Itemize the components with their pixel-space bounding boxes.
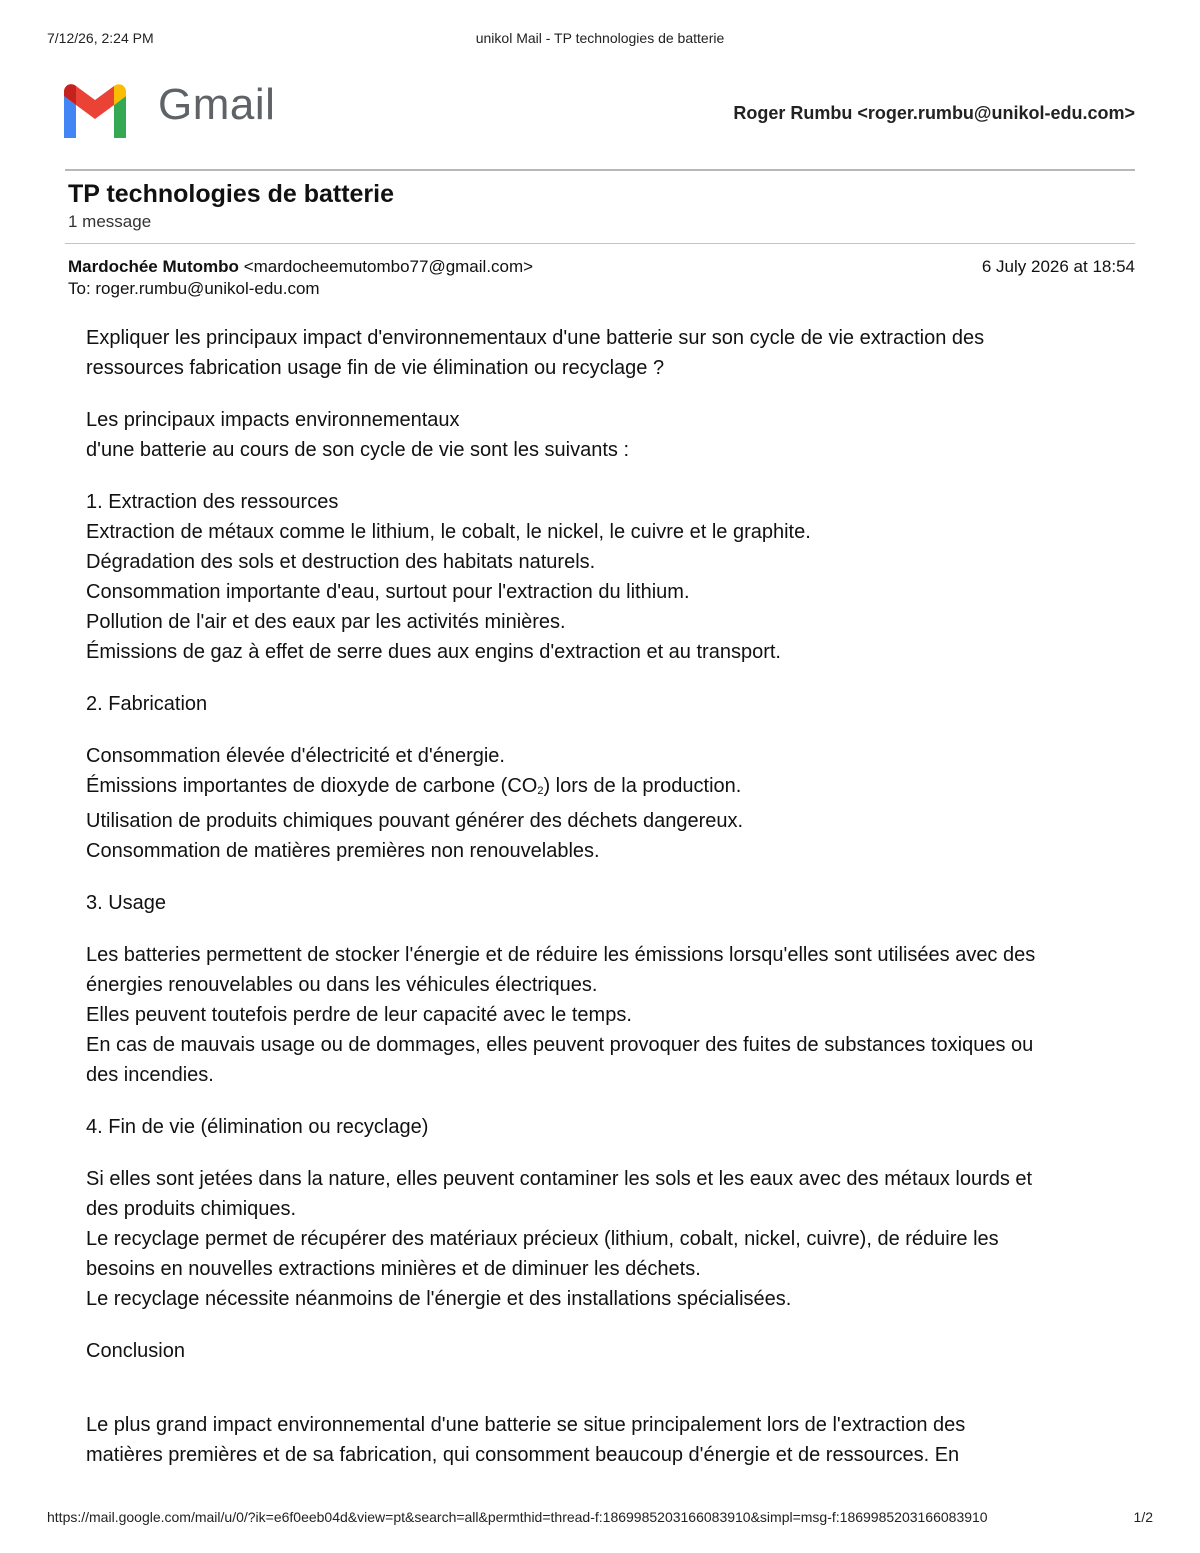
body-line: Consommation de matières premières non renouvelables. (86, 840, 600, 862)
body-line: Consommation importante d'eau, surtout pour l'extraction du lithium. (86, 581, 690, 603)
question-line: Expliquer les principaux impact d'environnementaux d'une batterie sur son cycle de vie extraction des (86, 327, 985, 349)
section-heading-conclusion: Conclusion (86, 1340, 185, 1362)
body-line: matières premières et de sa fabrication, qui consomment beaucoup d'énergie et de ressources. En (86, 1444, 960, 1466)
brand-row (60, 78, 1135, 148)
message-date: 6 July 2026 at 18:54 (981, 257, 1135, 276)
body-line: Les batteries permettent de stocker l'énergie et de réduire les émissions lorsqu'elles sont utilisées avec des (86, 944, 1036, 966)
recipient-line: To: roger.rumbu@unikol-edu.com (68, 279, 320, 298)
body-line-co2: Émissions importantes de dioxyde de carbone $(CO_2)$ lors de la production. (86, 775, 742, 797)
body-line: Elles peuvent toutefois perdre de leur capacité avec le temps. (86, 1004, 632, 1026)
body-line: des incendies. (86, 1064, 214, 1086)
body-line: besoins en nouvelles extractions minières et de diminuer les déchets. (86, 1258, 701, 1280)
sender-line (68, 257, 533, 277)
sender-email: <mardocheemutombo77@gmail.com> (243, 257, 534, 276)
body-line: Émissions de gaz à effet de serre dues aux engins d'extraction et au transport. (86, 641, 781, 663)
subscript-2: 2 (537, 785, 544, 797)
page-number: 1/2 (1133, 1509, 1153, 1525)
body-line: énergies renouvelables ou dans les véhicules électriques. (86, 974, 598, 996)
section-heading-extraction: 1. Extraction des ressources (86, 491, 339, 513)
question-line: ressources fabrication usage fin de vie élimination ou recyclage ? (86, 357, 665, 379)
section-heading-end-of-life: 4. Fin de vie (élimination ou recyclage) (86, 1116, 429, 1138)
message-count: 1 message (68, 212, 152, 231)
intro-line: d'une batterie au cours de son cycle de vie sont les suivants : (86, 439, 630, 461)
section-heading-usage: 3. Usage (86, 892, 167, 914)
print-header (47, 30, 1153, 50)
print-page-title: unikol Mail - TP technologies de batterie (475, 30, 725, 46)
thread-subject: TP technologies de batterie (68, 180, 395, 208)
gmail-logo-icon (60, 80, 130, 138)
body-line: Le plus grand impact environnemental d'une batterie se situe principalement lors de l'extraction des (86, 1414, 966, 1436)
body-line: Extraction de métaux comme le lithium, le cobalt, le nickel, le cuivre et le graphite. (86, 521, 811, 543)
body-line: Pollution de l'air et des eaux par les activités minières. (86, 611, 566, 633)
gmail-wordmark: Gmail (158, 80, 276, 129)
body-line: Dégradation des sols et destruction des habitats naturels. (86, 551, 596, 573)
body-line: Si elles sont jetées dans la nature, elles peuvent contaminer les sols et les eaux avec des métaux lourds et (86, 1168, 1033, 1190)
body-line: des produits chimiques. (86, 1198, 297, 1220)
message-body (86, 323, 1126, 1470)
body-line: Consommation élevée d'électricité et d'énergie. (86, 745, 505, 767)
body-line: Le recyclage nécessite néanmoins de l'énergie et des installations spécialisées. (86, 1288, 792, 1310)
subject-divider (65, 243, 1135, 244)
body-line: Utilisation de produits chimiques pouvant générer des déchets dangereux. (86, 810, 744, 832)
intro-line: Les principaux impacts environnementaux (86, 409, 460, 431)
header-divider (65, 169, 1135, 171)
print-url: https://mail.google.com/mail/u/0/?ik=e6f0eeb04d&view=pt&search=all&permthid=thread-f:1869985203166083910&simpl=msg-f:1869985203166083910 (47, 1509, 988, 1525)
body-line: En cas de mauvais usage ou de dommages, elles peuvent provoquer des fuites de substances toxiques ou (86, 1034, 1034, 1056)
print-datetime: 7/12/26, 2:24 PM (47, 30, 154, 46)
account-identity: Roger Rumbu <roger.rumbu@unikol-edu.com> (733, 103, 1135, 123)
sender-name: Mardochée Mutombo (68, 257, 239, 276)
section-heading-fabrication: 2. Fabrication (86, 693, 208, 715)
body-line: Le recyclage permet de récupérer des matériaux précieux (lithium, cobalt, nickel, cuivre), de réduire les (86, 1228, 999, 1250)
